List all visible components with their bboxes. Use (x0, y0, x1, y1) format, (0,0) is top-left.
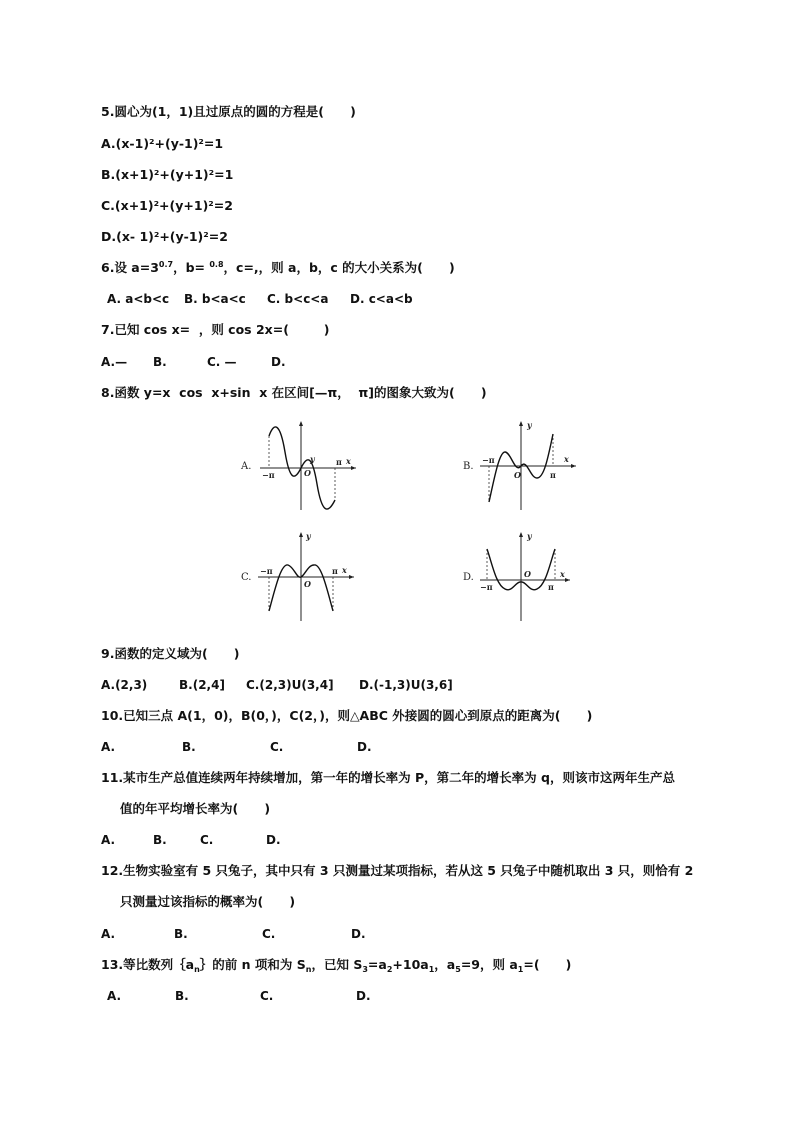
q11-stem-line1: 11.某市生产总值连续两年持续增加，第一年的增长率为 P，第二年的增长率为 q，则该市这两年生产总 (101, 770, 675, 785)
graph-c-origin: O (304, 579, 311, 589)
q13-sub-n2: n (305, 965, 312, 974)
graph-d-x-arrow (565, 578, 570, 582)
q13-option-b[interactable]: B. (175, 989, 189, 1003)
q6-stem (101, 260, 455, 276)
graph-b[interactable] (460, 416, 585, 518)
graph-c-y-label: y (306, 531, 311, 541)
graph-a[interactable] (238, 416, 363, 518)
graph-d-neg-pi: −π (480, 582, 493, 592)
graph-d-x-label: x (560, 569, 565, 579)
q13-mid4: +10a (392, 957, 429, 972)
graph-a-y-arrow (299, 421, 303, 426)
graph-a-x-label: x (346, 456, 351, 466)
graph-a-letter: A. (241, 461, 252, 472)
q13-mid6: =9，则 a (460, 957, 518, 972)
graph-c-letter: C. (241, 572, 252, 583)
q11-option-a[interactable]: A. (101, 833, 116, 847)
q6-stem-post: ，c=,，则 a，b，c 的大小关系为( ) (223, 260, 455, 275)
q6-option-c[interactable]: C. b<c<a (267, 292, 329, 306)
q6-stem-mid: ，b= (173, 260, 210, 275)
graph-d-letter: D. (463, 572, 474, 583)
q10-option-a[interactable]: A. (101, 740, 116, 754)
graph-a-origin: O (304, 468, 311, 478)
q13-sub-1: 1 (428, 965, 435, 974)
q13-mid1: ｝的前 n 项和为 S (199, 957, 306, 972)
graph-b-origin: O (514, 470, 521, 480)
q10-option-c[interactable]: C. (270, 740, 284, 754)
q11-stem-line2: 值的年平均增长率为( ) (120, 801, 271, 816)
q6-stem-pre: 6.设 a=3 (101, 260, 159, 275)
q13-option-a[interactable]: A. (107, 989, 122, 1003)
q13-sub-1b: 1 (517, 965, 524, 974)
graph-d-y-arrow (519, 532, 523, 537)
graph-c-pi: π (332, 566, 338, 576)
q11-option-d[interactable]: D. (266, 833, 281, 847)
q13-option-d[interactable]: D. (356, 989, 371, 1003)
q10-stem: 10.已知三点 A(1，0)，B(0，)，C(2，)，则△ABC 外接圆的圆心到原点的距离为( ) (101, 708, 593, 723)
q7-option-a[interactable]: A.— (101, 355, 128, 369)
graph-c[interactable] (238, 527, 363, 629)
graph-a-neg-pi: −π (262, 470, 275, 480)
graph-d-y-label: y (527, 531, 532, 541)
q9-stem: 9.函数的定义域为( ) (101, 646, 240, 661)
q13-mid2: ，已知 S (311, 957, 363, 972)
graph-c-neg-pi: −π (260, 566, 273, 576)
q13-mid5: ，a (434, 957, 456, 972)
graph-d-origin: O (524, 569, 531, 579)
q11-option-b[interactable]: B. (153, 833, 167, 847)
q7-option-b[interactable]: B. (153, 355, 167, 369)
q5-option-b[interactable]: B.(x+1)²+(y+1)²=1 (101, 167, 234, 182)
graph-c-x-arrow (349, 575, 354, 579)
q5-option-a[interactable]: A.(x-1)²+(y-1)²=1 (101, 136, 224, 151)
graph-a-y-label: y (310, 454, 315, 464)
graph-c-y-arrow (299, 532, 303, 537)
q5-stem: 5.圆心为(1，1)且过原点的圆的方程是( ) (101, 104, 356, 119)
q13-mid3: =a (367, 957, 387, 972)
q13-option-c[interactable]: C. (260, 989, 274, 1003)
q12-option-b[interactable]: B. (174, 927, 188, 941)
q9-option-a[interactable]: A.(2,3) (101, 678, 148, 692)
graph-b-neg-pi: −π (482, 455, 495, 465)
q6-option-a[interactable]: A. a<b<c (107, 292, 170, 306)
q7-stem: 7.已知 cos x= ，则 cos 2x=( ) (101, 322, 330, 337)
q9-option-b[interactable]: B.(2,4] (179, 678, 225, 692)
q10-option-d[interactable]: D. (357, 740, 372, 754)
q12-option-a[interactable]: A. (101, 927, 116, 941)
q13-sub-2: 2 (386, 965, 393, 974)
graph-c-x-label: x (342, 565, 347, 575)
q12-stem-line2: 只测量过该指标的概率为( ) (120, 894, 296, 909)
graph-b-x-arrow (571, 464, 576, 468)
q13-sub-n: n (194, 965, 200, 974)
q12-option-c[interactable]: C. (262, 927, 276, 941)
q6-exp2: 0.8 (209, 260, 224, 269)
q12-stem-line1: 12.生物实验室有 5 只兔子，其中只有 3 只测量过某项指标，若从这 5 只兔子中随机取出 3 只，则恰有 2 (101, 863, 694, 878)
q5-option-d[interactable]: D.(x- 1)²+(y-1)²=2 (101, 229, 228, 244)
q13-sub-3: 3 (362, 965, 368, 974)
q6-exp1: 0.7 (158, 260, 174, 269)
q13-post: =( ) (523, 957, 572, 972)
q12-option-d[interactable]: D. (351, 927, 366, 941)
q7-option-d[interactable]: D. (271, 355, 286, 369)
graph-d[interactable] (460, 527, 585, 629)
q8-stem: 8.函数 y=x cos x+sin x 在区间[—π， π]的图象大致为( ) (101, 385, 487, 400)
q6-option-d[interactable]: D. c<a<b (350, 292, 413, 306)
graph-d-pi: π (548, 582, 554, 592)
graph-b-y-arrow (519, 421, 523, 426)
q6-option-b[interactable]: B. b<a<c (184, 292, 246, 306)
graph-b-letter: B. (463, 461, 474, 472)
q10-option-b[interactable]: B. (182, 740, 196, 754)
q11-option-c[interactable]: C. (200, 833, 214, 847)
q7-option-c[interactable]: C. — (207, 355, 237, 369)
q9-option-c[interactable]: C.(2,3)U(3,4] (246, 678, 334, 692)
q13-sub-5: 5 (455, 965, 461, 974)
q13-stem (101, 957, 571, 973)
graph-a-pi: π (336, 457, 342, 467)
q5-option-c[interactable]: C.(x+1)²+(y+1)²=2 (101, 198, 233, 213)
graph-b-x-label: x (564, 454, 569, 464)
graph-a-x-arrow (351, 466, 356, 470)
q13-pre: 13.等比数列｛a (101, 957, 195, 972)
graph-b-y-label: y (527, 420, 532, 430)
graph-b-pi: π (550, 470, 556, 480)
q9-option-d[interactable]: D.(-1,3)U(3,6] (359, 678, 453, 692)
